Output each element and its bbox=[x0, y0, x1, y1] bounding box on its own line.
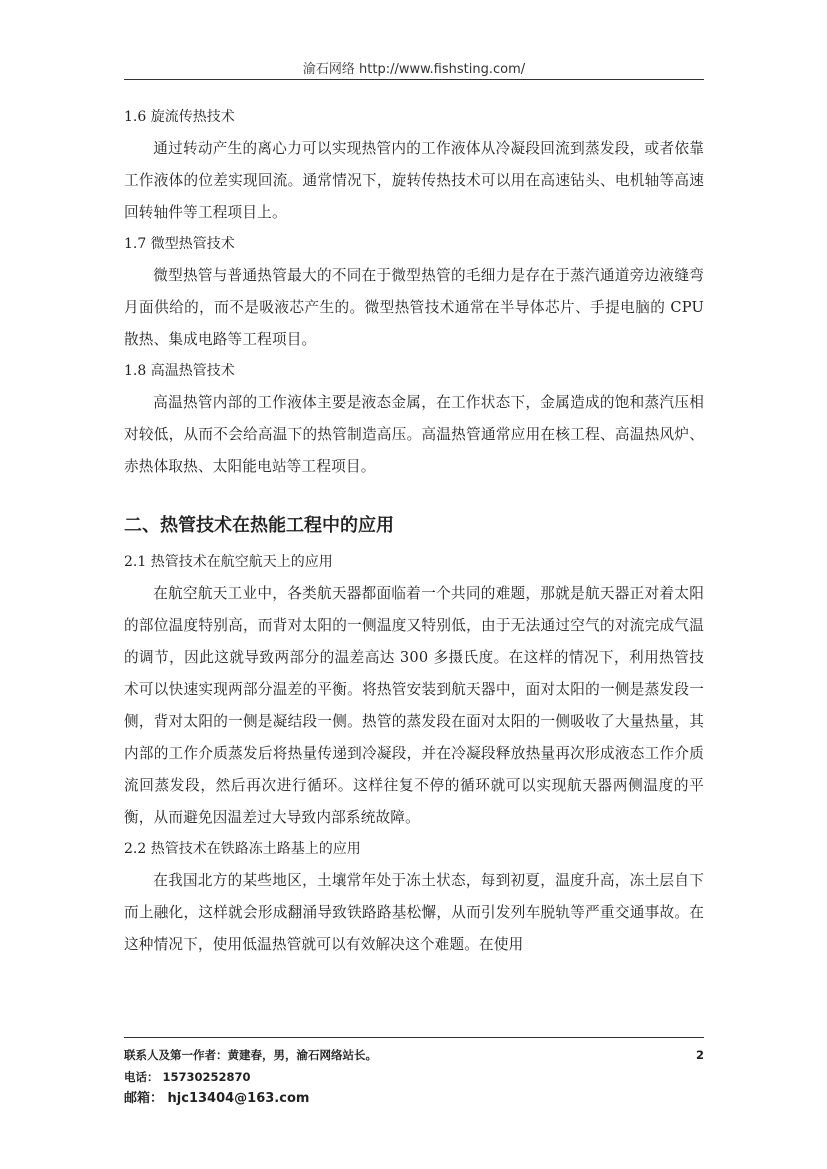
section-heading-1-7: 1.7 微型热管技术 bbox=[124, 236, 235, 252]
paragraph-2-1: 在航空航天工业中，各类航天器都面临着一个共同的难题，那就是航天器正对着太阳的部位温度特别高，而背对太阳的一侧温度又特别低，由于无法通过空气的对流完成气温的调节，因此这就导致两部分的温差高达 300 多摄氏度。在这样的情况下，利用热管技术可以快速实现两部分温差的平衡。将热管安装到航天器中，面对太阳的一侧是蒸发段一侧，背对太阳的一侧是凝结段一侧。热管的蒸发段在面对太阳的一侧吸收了大量热量，其内部的工作介质蒸发后将热量传递到冷凝段，并在冷凝段释放热量再次形成液态工作介质流回蒸发段，然后再次进行循环。这样往复不停的循环就可以实现航天器两侧温度的平衡，从而避免因温差过大导致内部系统故障。 bbox=[124, 585, 704, 826]
page-footer bbox=[124, 1044, 704, 1110]
section-heading-1-8: 1.8 高温热管技术 bbox=[124, 363, 235, 379]
header-divider bbox=[124, 79, 704, 80]
section-heading-2-1: 2.1 热管技术在航空航天上的应用 bbox=[124, 554, 333, 570]
chapter-heading-2: 二、热管技术在热能工程中的应用 bbox=[124, 515, 394, 536]
page-header: 渝石网络 http://www.fishsting.com/ bbox=[302, 62, 526, 77]
section-heading-1-6: 1.6 旋流传热技术 bbox=[124, 109, 235, 125]
section-heading-2-2: 2.2 热管技术在铁路冻土路基上的应用 bbox=[124, 841, 361, 857]
paragraph-1-8: 高温热管内部的工作液体主要是液态金属，在工作状态下，金属造成的饱和蒸汽压相对较低，从而不会给高温下的热管制造高压。高温热管通常应用在核工程、高温热风炉、赤热体取热、太阳能电站等工程项目。 bbox=[124, 394, 704, 475]
document-body bbox=[124, 102, 704, 961]
footer-phone: 电话： 15730252870 bbox=[124, 1070, 251, 1084]
footer-contact: 联系人及第一作者：黄建春，男，渝石网络站长。 bbox=[124, 1048, 377, 1062]
footer-divider bbox=[124, 1037, 704, 1038]
footer-email: 邮箱： hjc13404@163.com bbox=[124, 1091, 310, 1106]
paragraph-2-2: 在我国北方的某些地区，土壤常年处于冻土状态，每到初夏，温度升高，冻土层自下而上融化，这样就会形成翻涌导致铁路路基松懈，从而引发列车脱轨等严重交通事故。在这种情况下，使用低温热管就可以有效解决这个难题。在使用 bbox=[124, 872, 704, 953]
page-number: 2 bbox=[695, 1048, 704, 1062]
paragraph-1-7: 微型热管与普通热管最大的不同在于微型热管的毛细力是存在于蒸汽通道旁边液缝弯月面供给的，而不是吸液芯产生的。微型热管技术通常在半导体芯片、手提电脑的 CPU 散热、集成电路等工程项目。 bbox=[124, 267, 704, 348]
paragraph-1-6: 通过转动产生的离心力可以实现热管内的工作液体从冷凝段回流到蒸发段，或者依靠工作液体的位差实现回流。通常情况下，旋转传热技术可以用在高速钻头、电机轴等高速回转轴件等工程项目上。 bbox=[124, 140, 704, 221]
